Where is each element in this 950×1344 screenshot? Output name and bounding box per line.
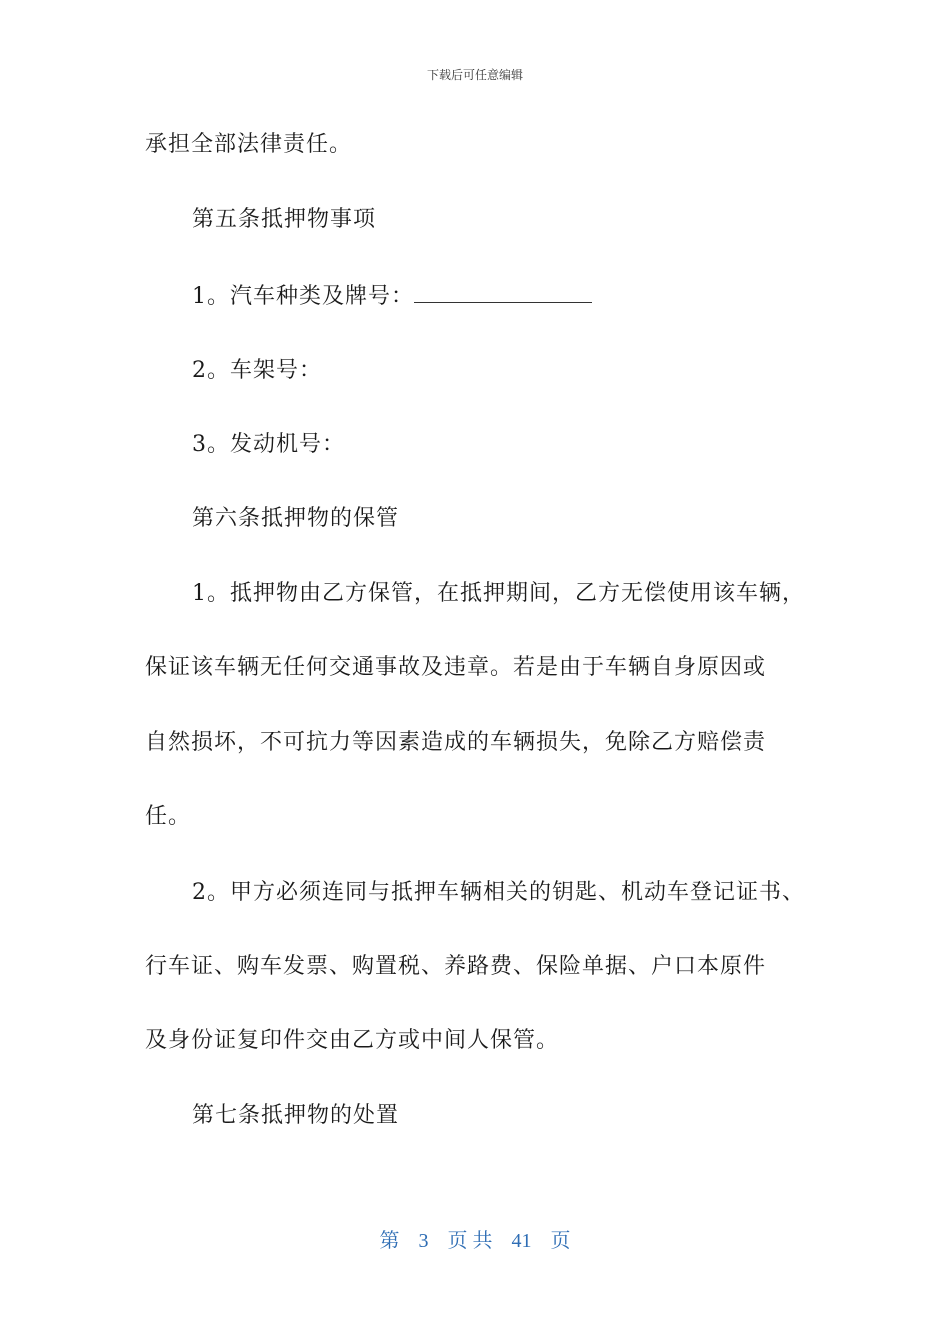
footer-suffix: 页 [550,1230,571,1252]
section-heading: 第六条抵押物的保管 [192,506,400,531]
text-line: 行车证、购车发票、购置税、养路费、保险单据、户口本原件 [145,954,767,979]
footer-middle: 页 共 [447,1230,493,1252]
section-heading: 第七条抵押物的处置 [192,1103,400,1128]
text-line: 承担全部法律责任。 [145,132,353,157]
section-heading: 第五条抵押物事项 [192,207,377,232]
text-line: 1。汽车种类及牌号： [192,284,414,309]
text-line: 1。抵押物由乙方保管，在抵押期间，乙方无偿使用该车辆， [192,581,805,606]
fill-in-blank [414,300,592,303]
page-header-note: 下载后可任意编辑 [426,68,523,82]
text-line: 及身份证复印件交由乙方或中间人保管。 [145,1028,560,1053]
text-line: 2。车架号： [192,358,322,383]
text-line: 任。 [145,804,192,829]
text-line: 3。发动机号： [192,432,345,457]
text-line: 2。甲方必须连同与抵押车辆相关的钥匙、机动车登记证书、 [192,880,805,905]
text-line-with-blank [192,282,592,312]
text-line: 自然损坏，不可抗力等因素造成的车辆损失，免除乙方赔偿责 [145,730,767,755]
page-number-footer [0,1224,950,1253]
total-pages: 41 [511,1230,532,1252]
current-page-number: 3 [418,1230,429,1252]
footer-prefix: 第 [379,1230,400,1252]
text-line: 保证该车辆无任何交通事故及违章。若是由于车辆自身原因或 [145,655,767,680]
